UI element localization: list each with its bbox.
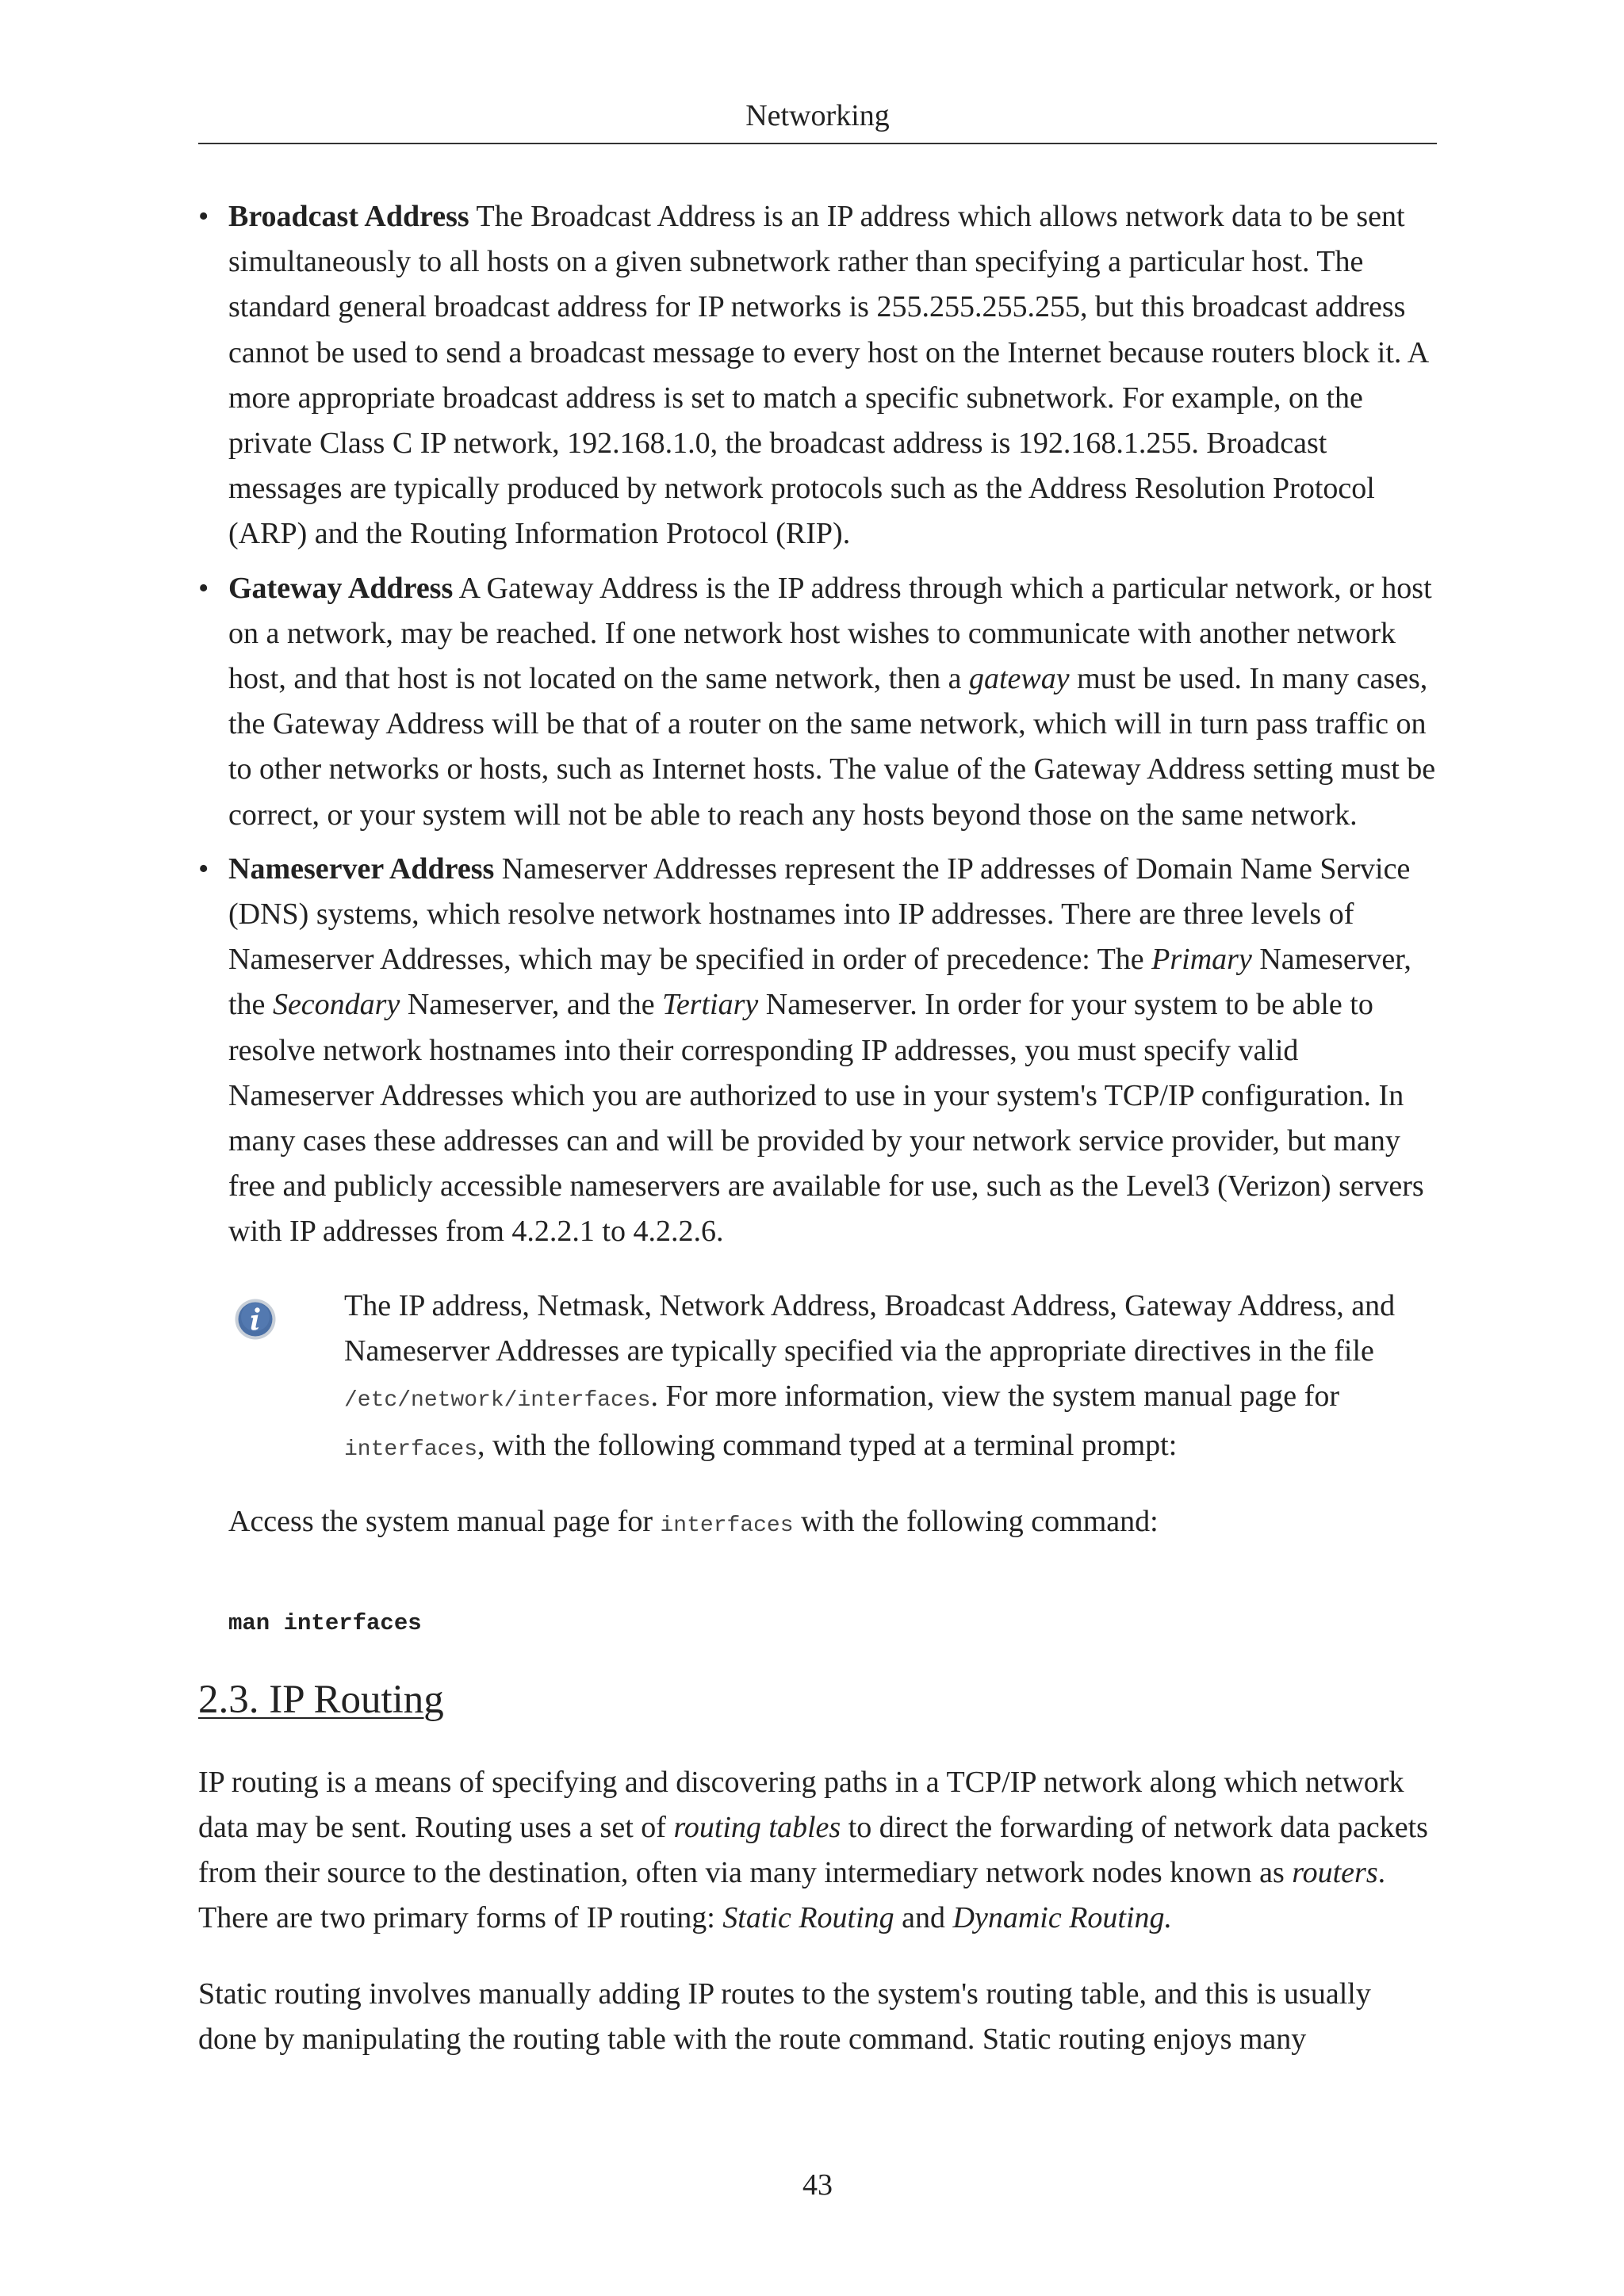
file-path: /etc/network/interfaces	[344, 1388, 651, 1414]
manual-page-name: interfaces	[660, 1513, 794, 1539]
emphasis: routers	[1292, 1856, 1378, 1890]
info-icon	[234, 1298, 277, 1341]
definition-nameserver-address	[198, 847, 1437, 1255]
access-text: Access the system manual page for	[228, 1505, 661, 1539]
emphasis: Secondary	[272, 988, 400, 1022]
bullet: •	[198, 851, 209, 886]
emphasis: Tertiary	[662, 988, 759, 1022]
bullet: •	[198, 571, 209, 605]
emphasis: gateway	[968, 662, 1070, 696]
note-text: . For more information, view the system manual page for	[650, 1380, 1339, 1414]
definition-text: A Gateway Address is the IP address through which a particular network, or host on a network, may be reached. If one network host wishes to communicate with another network host, and that host is not located on the same network, then a	[228, 571, 1432, 696]
bullet: •	[198, 200, 209, 233]
section-paragraph-routing-intro	[198, 1760, 1437, 1942]
definition-term: Nameserver Address	[228, 851, 495, 886]
emphasis: Primary	[1151, 943, 1252, 977]
paragraph-text: to direct the forwarding of network data packets from their source to the destination, often via many intermediary network nodes known as	[198, 1810, 1428, 1890]
definition-broadcast-address	[198, 194, 1437, 557]
page-content	[198, 194, 1437, 2062]
header-rule	[198, 143, 1437, 144]
definition-text: Nameserver Addresses represent the IP addresses of Domain Name Service (DNS) systems, which resolve network hostnames into IP addresses. There are three levels of Nameserver Addresses, which may be specified in order of precedence: The	[228, 851, 1411, 977]
definition-text: The Broadcast Address is an IP address which allows network data to be sent simultaneously to all hosts on a given subnetwork rather than specifying a particular host. The standard general broadcast address for IP networks is 255.255.255.255, but this broadcast address cannot be used to send a broadcast message to every host on the Internet because routers block it. A more appropriate broadcast address is set to match a specific subnetwork. For example, on the private Class C IP network, 192.168.1.0, the broadcast address is 192.168.1.255. Broadcast messages are typically produced by network protocols such as the Address Resolution Protocol (ARP) and the Routing Information Protocol (RIP).	[228, 200, 1428, 551]
emphasis: routing tables	[673, 1810, 841, 1844]
definition-text: Nameserver, and the	[400, 988, 663, 1022]
definition-term: Gateway Address	[228, 571, 454, 605]
definition-text: Nameserver, the	[228, 943, 1411, 1022]
page-number: 43	[802, 2168, 833, 2202]
definition-text: must be used. In many cases, the Gateway Address will be that of a router on the same network, which will in turn pass traffic on to other networks or hosts, such as Internet hosts. The value of the Gateway Address setting must be correct, or your system will not be able to reach any hosts beyond those on the same network.	[228, 662, 1436, 832]
access-text: with the following command:	[793, 1505, 1159, 1539]
emphasis: Dynamic Routing.	[952, 1901, 1173, 1935]
paragraph-text: and	[894, 1901, 953, 1935]
access-instruction	[228, 1499, 1437, 1548]
info-note	[228, 1284, 1437, 1473]
section-paragraph-static-routing: Static routing involves manually adding IP routes to the system's routing table, and this is usually done by manipulating the routing table with the route command. Static routing enjoys many	[198, 1976, 1371, 2056]
definition-text: Nameserver. In order for your system to be able to resolve network hostnames into their corresponding IP addresses, you must specify valid Nameserver Addresses which you are authorized to use in your system's TCP/IP configuration. In many cases these addresses can and will be provided by your network service provider, but many free and publicly accessible nameservers are available for use, such as the Level3 (Verizon) servers with IP addresses from 4.2.2.1 to 4.2.2.6.	[228, 988, 1424, 1249]
paragraph-text: . There are two primary forms of IP routing:	[198, 1856, 1386, 1935]
definition-gateway-address	[198, 566, 1437, 838]
command-example: man interfaces	[228, 1609, 422, 1636]
definition-term: Broadcast Address	[228, 200, 469, 233]
emphasis: Static Routing	[722, 1901, 894, 1935]
note-text: The IP address, Netmask, Network Address, Broadcast Address, Gateway Address, and Nameserver Addresses are typically specified via the appropriate directives in the file	[344, 1288, 1396, 1368]
manual-page-name: interfaces	[344, 1437, 478, 1463]
definition-list	[198, 194, 1437, 1255]
paragraph-text: IP routing is a means of specifying and discovering paths in a TCP/IP network along which network data may be sent. Routing uses a set of	[198, 1765, 1404, 1844]
section-heading: 2.3. IP Routing	[198, 1677, 444, 1722]
document-page	[198, 0, 1437, 2296]
running-header: Networking	[745, 99, 890, 132]
note-text: , with the following command typed at a terminal prompt:	[477, 1429, 1178, 1463]
